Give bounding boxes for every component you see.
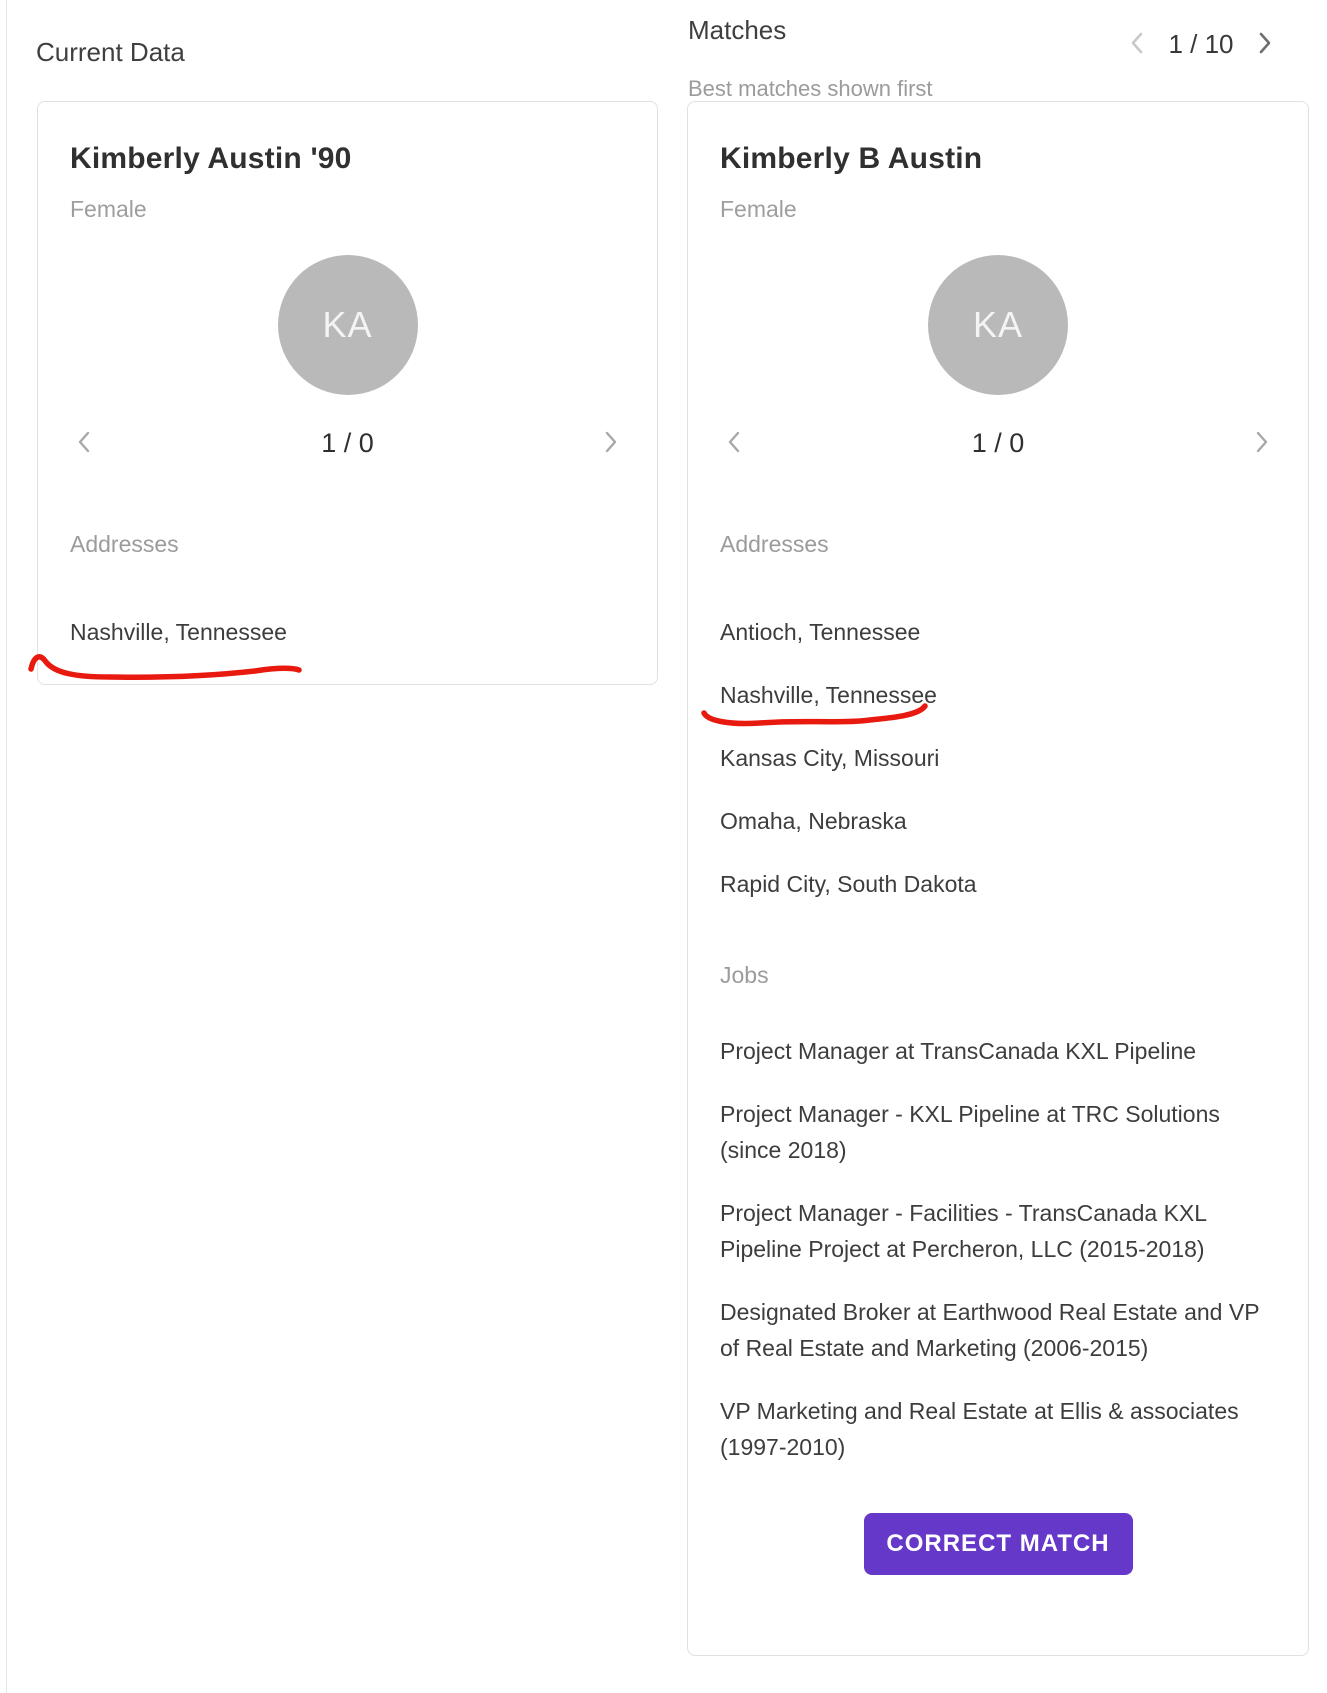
gender-label: Female — [720, 196, 797, 222]
left-rail-divider — [6, 0, 7, 1693]
addresses-section-label: Addresses — [70, 531, 179, 557]
chevron-left-icon — [722, 428, 748, 459]
photo-carousel — [720, 427, 1276, 459]
address-item: Kansas City, Missouri — [720, 745, 940, 771]
current-data-card — [37, 101, 658, 685]
matches-title: Matches — [688, 15, 787, 45]
match-card — [687, 101, 1309, 1656]
matches-pagination — [1126, 28, 1276, 60]
address-item: Nashville, Tennessee — [720, 682, 937, 708]
avatar-initials: KA — [322, 304, 373, 345]
carousel-count: 1 / 0 — [971, 427, 1025, 458]
chevron-right-icon — [1252, 30, 1276, 59]
correct-match-button[interactable]: CORRECT MATCH — [864, 1513, 1133, 1575]
pagination-count: 1 / 10 — [1168, 28, 1234, 59]
address-item: Omaha, Nebraska — [720, 808, 907, 834]
address-item: Rapid City, South Dakota — [720, 871, 977, 897]
carousel-prev-button[interactable] — [72, 428, 98, 459]
photo-carousel — [70, 427, 625, 459]
addresses-list — [70, 614, 625, 650]
jobs-list — [720, 1033, 1260, 1465]
jobs-section-label: Jobs — [720, 962, 769, 988]
avatar-initials: KA — [972, 304, 1024, 345]
matches-subtitle: Best matches shown first — [688, 76, 933, 101]
gender-label: Female — [70, 196, 147, 222]
chevron-left-icon — [1126, 30, 1150, 59]
addresses-list — [720, 614, 1276, 902]
job-item: Project Manager - Facilities - TransCanada KXL Pipeline Project at Percheron, LLC (2015-2018) — [720, 1200, 1207, 1262]
pagination-prev-button[interactable] — [1126, 30, 1150, 59]
avatar — [278, 255, 418, 395]
addresses-section-label: Addresses — [720, 531, 829, 557]
carousel-next-button[interactable] — [597, 428, 623, 459]
person-name: Kimberly Austin '90 — [70, 142, 352, 175]
carousel-next-button[interactable] — [1248, 428, 1274, 459]
job-item: Designated Broker at Earthwood Real Estate and VP of Real Estate and Marketing (2006-2015) — [720, 1299, 1260, 1361]
avatar — [928, 255, 1068, 395]
person-name: Kimberly B Austin — [720, 142, 983, 175]
job-item: Project Manager at TransCanada KXL Pipeline — [720, 1038, 1197, 1064]
address-item: Nashville, Tennessee — [70, 619, 287, 645]
chevron-left-icon — [72, 428, 98, 459]
job-item: VP Marketing and Real Estate at Ellis & associates (1997-2010) — [720, 1398, 1239, 1460]
job-item: Project Manager - KXL Pipeline at TRC Solutions (since 2018) — [720, 1101, 1220, 1163]
carousel-count: 1 / 0 — [321, 427, 374, 458]
carousel-prev-button[interactable] — [722, 428, 748, 459]
chevron-right-icon — [1248, 428, 1274, 459]
pagination-next-button[interactable] — [1252, 30, 1276, 59]
current-data-title: Current Data — [36, 37, 185, 67]
chevron-right-icon — [597, 428, 623, 459]
address-item: Antioch, Tennessee — [720, 619, 921, 645]
